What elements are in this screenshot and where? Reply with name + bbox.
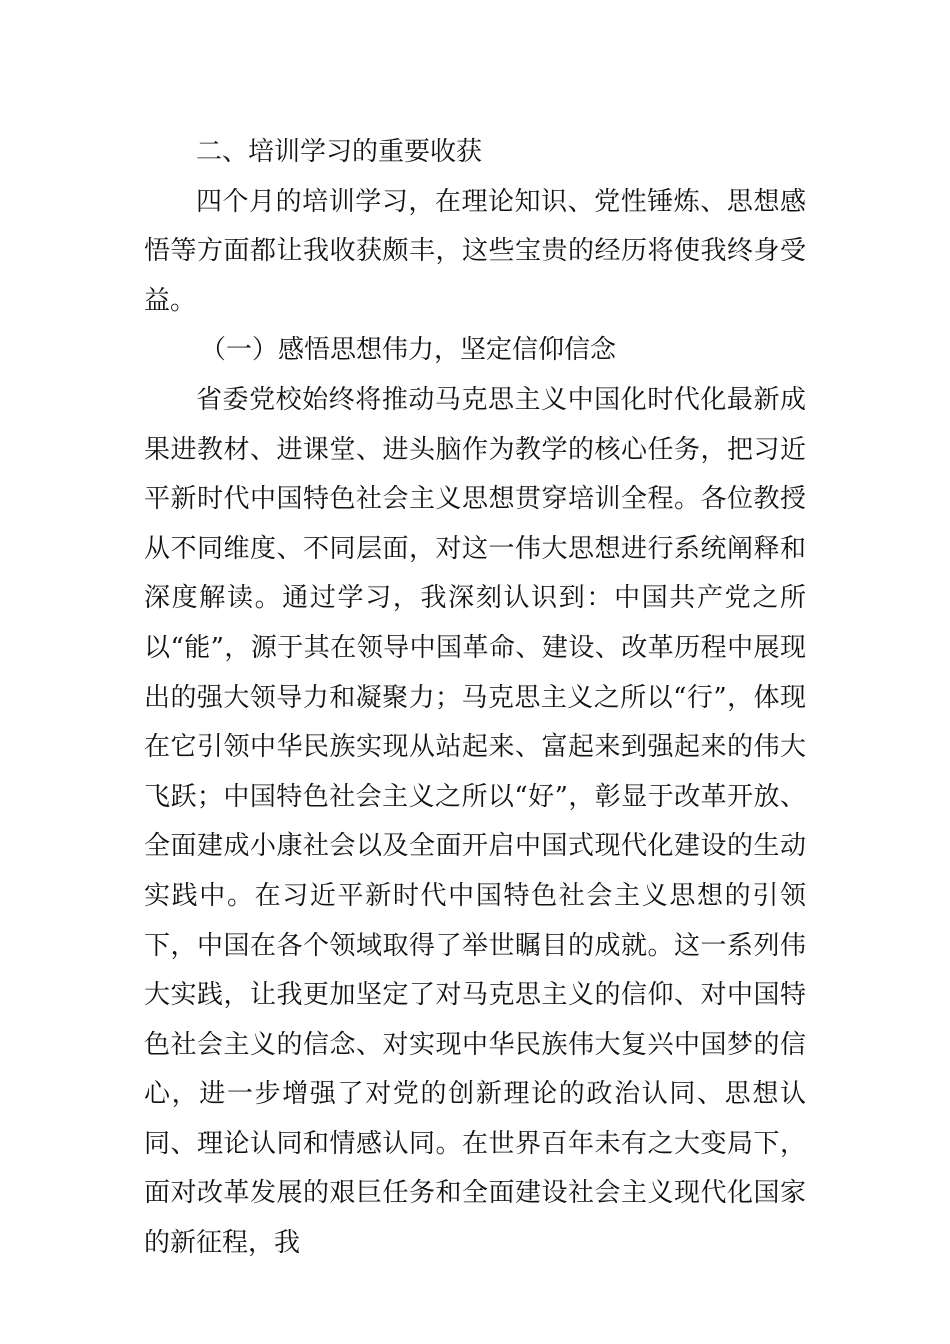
section-heading: 二、培训学习的重要收获 (196, 137, 483, 167)
body-paragraph: 省委党校始终将推动马克思主义中国化时代化最新成果进教材、进课堂、进头脑作为教学的核心任务，把习近平新时代中国特色社会主义思想贯穿培训全程。各位教授从不同维度、不同层面，对这一伟大思想进行系统阐释和深度解读。通过学习，我深刻认识到：中国共产党之所以“能”，源于其在领导中国革命、建设、改革历程中展现出的强大领导力和凝聚力；马克思主义之所以“行”，体现在它引领中华民族实现从站起来、富起来到强起来的伟大飞跃；中国特色社会主义之所以“好”，彰显于改革开放、全面建成小康社会以及全面开启中国式现代化建设的生动实践中。在习近平新时代中国特色社会主义思想的引领下，中国在各个领域取得了举世瞩目的成就。这一系列伟大实践，让我更加坚定了对马克思主义的信仰、对中国特色社会主义的信念、对实现中华民族伟大复兴中国梦的信心，进一步增强了对党的创新理论的政治认同、思想认同、理论认同和情感认同。在世界百年未有之大变局下，面对改革发展的艰巨任务和全面建设社会主义现代化国家的新征程，我 (144, 384, 806, 1259)
subsection-heading: （一）感悟思想伟力，坚定信仰信念 (200, 335, 617, 366)
intro-paragraph: 四个月的培训学习，在理论知识、党性锤炼、思想感悟等方面都让我收获颇丰，这些宝贵的经历将使我终身受益。 (144, 186, 806, 316)
document-body (144, 128, 806, 1269)
